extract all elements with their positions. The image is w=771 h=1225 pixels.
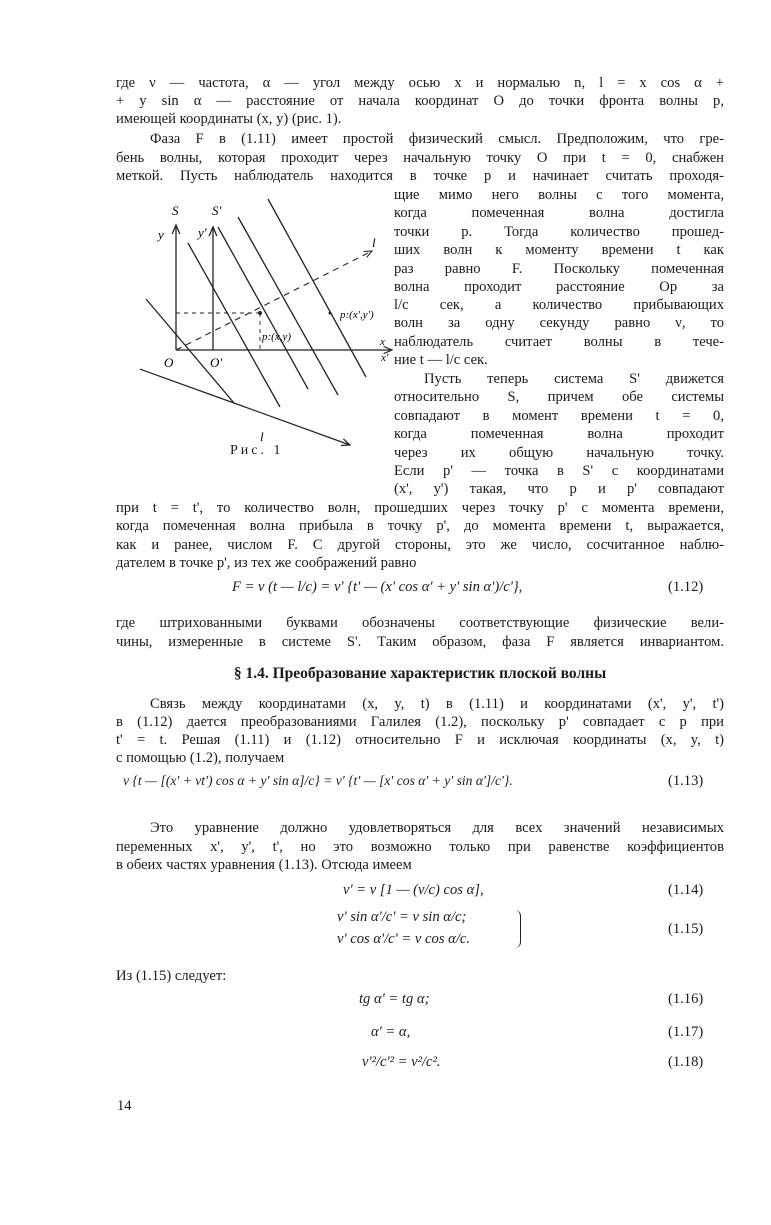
page-number: 14 [117,1098,132,1114]
text-line: имеющей координаты (x, y) (рис. 1). [116,111,342,127]
text-line: когда помеченная волна прибыла в точку p', до момента времени t, выражается, [116,518,724,534]
label-x-prime: x' [381,352,389,364]
label-y-prime: y' [198,225,207,240]
text-line: где штрихованными буквами обозначены соответствующие физические вели- [116,615,724,631]
label-S-prime: S' [212,203,222,218]
equation-number: (1.12) [668,579,704,595]
text-line: + y sin α — расстояние от начала координат O до точки фронта волны p, [116,93,724,109]
label-y: y [158,227,164,242]
equation-number: (1.15) [668,921,704,937]
text-line: t' = t. Решая (1.11) и (1.12) относительно F и исключая координаты (x, y, t) [116,732,724,748]
text-line: где ν — частота, α — угол между осью x и нормалью n, l = x cos α + [116,75,724,91]
text-line: бень волны, которая проходит через начальную точку O при t = 0, снабжен [116,150,724,166]
label-S: S [172,203,179,218]
text-line: Из (1.15) следует: [116,968,227,984]
section-heading: § 1.4. Преобразование характеристик плоской волны [233,665,607,682]
text-line: как и ранее, числом F. С другой стороны, это же число, сосчитанное наблю- [116,537,724,553]
equation-number: (1.14) [668,882,704,898]
text-line: щие мимо него волны с того момента, [394,187,724,203]
text-line: волна проходит расстояние Op за [394,279,724,295]
text-line: ших волн к моменту времени t как [394,242,724,258]
text-line: Связь между координатами (x, y, t) в (1.11) и координатами (x', y', t') [150,696,724,712]
text-line: (x', y') такая, что p и p' совпадают [394,481,724,497]
text-line: в обеих частях уравнения (1.13). Отсюда имеем [116,857,412,873]
label-l-dist: l [260,429,264,444]
figure-1 [140,195,395,465]
label-p: p:(x,y) [262,331,292,343]
text-line: Пусть теперь система S' движется [424,371,724,387]
text-line: ние t — l/c сек. [394,352,488,368]
text-line: переменных x', y', t', но это возможно только при равенстве коэффициентов [116,839,724,855]
text-line: Это уравнение должно удовлетворяться для всех значений независимых [150,820,724,836]
equation-number: (1.13) [668,773,704,789]
text-line: Если p' — точка в S' с координатами [394,463,724,479]
text-line: волн за одну секунду равно ν, то [394,315,724,331]
label-O-prime: O' [210,355,223,370]
l-distance [234,403,350,445]
text-line: дателем в точке p', из тех же соображений равно [116,555,417,571]
equation-1-12: F = ν (t — l/c) = ν' {t' — (x' cos α' + y' sin α')/c'}, [232,579,523,595]
wave-front [218,227,308,389]
equation-1-18: ν'²/c'² = ν²/c². [362,1054,441,1070]
figure-caption: Рис. 1 [230,443,284,458]
equation-number: (1.18) [668,1054,704,1070]
equation-1-16: tg α' = tg α; [359,991,430,1007]
label-x: x [380,336,385,348]
text-line: в (1.12) дается преобразованиями Галилея (1.2), поскольку p' совпадает с p при [116,714,724,730]
text-line: при t = t', то количество волн, прошедших через точку p' с момента времени, [116,500,724,516]
text-line: чины, измеренные в системе S'. Таким образом, фаза F является инвариантом. [116,634,724,650]
point-p-prime [329,312,332,315]
label-O: O [164,355,174,370]
point-p [258,311,262,315]
equation-1-15b: ν' cos α'/c' = ν cos α/c. [337,931,470,947]
text-line: относительно S, причем обе системы [394,389,724,405]
equation-number: (1.17) [668,1024,704,1040]
text-line: точки p. Тогда количество прошед- [394,224,724,240]
l-distance [140,367,234,403]
equation-number: (1.16) [668,991,704,1007]
text-line: l/c сек, а количество прибывающих [394,297,724,313]
brace [514,910,521,948]
equation-1-17: α' = α, [371,1024,411,1040]
label-p-prime: p:(x',y') [340,309,374,321]
text-line: с помощью (1.2), получаем [116,750,285,766]
equation-1-13: ν {t — [(x' + vt') cos α + y' sin α]/c} = ν' {t' — [x' cos α' + y' sin α']/c'}. [123,773,513,788]
text-line: через их общую начальную точку. [394,445,724,461]
label-l-axis: l [372,235,376,250]
text-line: когда помеченная волна достигла [394,205,724,221]
text-line: наблюдатель считает волны в тече- [394,334,724,350]
text-line: когда помеченная волна проходит [394,426,724,442]
text-line: раз равно F. Поскольку помеченная [394,261,724,277]
equation-1-14: ν' = ν [1 — (v/c) cos α], [343,882,484,898]
wave-front [238,217,338,395]
text-line: меткой. Пусть наблюдатель находится в точке p и начинает считать проходя- [116,168,724,184]
equation-1-15a: ν' sin α'/c' = ν sin α/c; [337,909,467,925]
text-line: Фаза F в (1.11) имеет простой физический смысл. Предположим, что гре- [150,131,724,147]
text-line: совпадают в момент времени t = 0, [394,408,724,424]
